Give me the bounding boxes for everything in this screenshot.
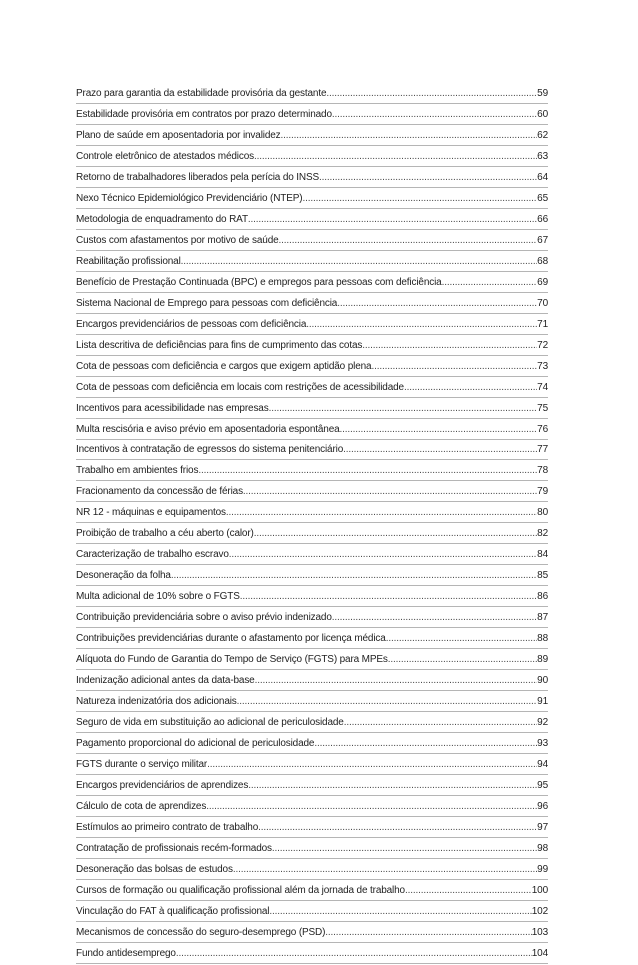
- dot-leader: [326, 84, 537, 103]
- toc-entry-title: Incentivos à contratação de egressos do sistema penitenciário: [76, 444, 344, 456]
- dot-leader: [343, 440, 537, 459]
- toc-entry[interactable]: [76, 440, 548, 460]
- toc-entry[interactable]: [76, 923, 548, 943]
- toc-entry-title: Caracterização de trabalho escravo: [76, 549, 229, 561]
- toc-entry[interactable]: [76, 189, 548, 209]
- toc-entry[interactable]: [76, 461, 548, 481]
- toc-entry[interactable]: [76, 147, 548, 167]
- toc-entry-title: Cursos de formação ou qualificação profissional além da jornada de trabalho: [76, 884, 405, 896]
- toc-entry-title: Desoneração da folha: [76, 570, 171, 582]
- toc-entry[interactable]: [76, 378, 548, 398]
- toc-entry[interactable]: [76, 692, 548, 712]
- dot-leader: [332, 608, 537, 627]
- toc-entry-title: Mecanismos de concessão do seguro-desemprego (PSD): [76, 926, 326, 938]
- toc-entry-page-number: 77: [537, 444, 548, 456]
- toc-entry-title: Retorno de trabalhadores liberados pela perícia do INSS: [76, 171, 320, 183]
- toc-entry-page-number: 60: [537, 108, 548, 120]
- dot-leader: [405, 881, 532, 900]
- toc-entry-page-number: 93: [537, 738, 548, 750]
- toc-entry[interactable]: [76, 566, 548, 586]
- dot-leader: [198, 461, 537, 480]
- toc-entry-page-number: 90: [537, 675, 548, 687]
- toc-entry[interactable]: [76, 860, 548, 880]
- toc-entry[interactable]: [76, 545, 548, 565]
- dot-leader: [337, 294, 537, 313]
- dot-leader: [319, 168, 537, 187]
- toc-entry-page-number: 88: [537, 633, 548, 645]
- toc-entry-title: Natureza indenizatória dos adicionais: [76, 696, 237, 708]
- toc-entry-page-number: 91: [537, 696, 548, 708]
- toc-entry[interactable]: [76, 818, 548, 838]
- toc-entry[interactable]: [76, 608, 548, 628]
- dot-leader: [386, 629, 537, 648]
- toc-entry-page-number: 66: [537, 213, 548, 225]
- toc-entry-page-number: 98: [537, 842, 548, 854]
- toc-entry[interactable]: [76, 273, 548, 293]
- dot-leader: [243, 482, 537, 501]
- table-of-contents: [76, 84, 548, 965]
- toc-entry-page-number: 62: [537, 129, 548, 141]
- dot-leader: [314, 734, 537, 753]
- dot-leader: [332, 105, 537, 124]
- dot-leader: [442, 273, 538, 292]
- toc-entry-title: Lista descritiva de deficiências para fins de cumprimento das cotas: [76, 339, 363, 351]
- toc-entry[interactable]: [76, 650, 548, 670]
- toc-entry[interactable]: [76, 587, 548, 607]
- toc-entry-page-number: 67: [537, 234, 548, 246]
- toc-entry[interactable]: [76, 671, 548, 691]
- toc-entry-page-number: 86: [537, 591, 548, 603]
- toc-entry-title: Nexo Técnico Epidemiológico Previdenciário (NTEP): [76, 192, 303, 204]
- toc-entry[interactable]: [76, 420, 548, 440]
- toc-entry-page-number: 102: [531, 905, 548, 917]
- toc-entry-page-number: 103: [531, 926, 548, 938]
- toc-entry-page-number: 68: [537, 255, 548, 267]
- dot-leader: [254, 147, 537, 166]
- toc-entry-title: FGTS durante o serviço militar: [76, 759, 208, 770]
- dot-leader: [171, 566, 537, 585]
- toc-entry-title: NR 12 - máquinas e equipamentos: [76, 507, 226, 519]
- toc-entry[interactable]: [76, 84, 548, 104]
- toc-entry-page-number: 99: [537, 863, 548, 875]
- toc-entry-title: Alíquota do Fundo de Garantia do Tempo de Serviço (FGTS) para MPEs: [76, 654, 388, 666]
- dot-leader: [269, 399, 538, 418]
- toc-entry-title: Pagamento proporcional do adicional de periculosidade: [76, 738, 315, 750]
- toc-entry-page-number: 76: [537, 423, 548, 435]
- dot-leader: [362, 336, 537, 355]
- toc-entry-title: Reabilitação profissional: [76, 255, 181, 267]
- toc-entry[interactable]: [76, 734, 548, 754]
- dot-leader: [272, 839, 537, 858]
- dot-leader: [181, 252, 538, 271]
- dot-leader: [371, 357, 537, 376]
- toc-entry-page-number: 100: [531, 884, 548, 896]
- toc-entry-title: Fundo antidesemprego: [76, 947, 176, 959]
- toc-entry-title: Incentivos para acessibilidade nas empresas: [76, 402, 269, 414]
- dot-leader: [279, 231, 538, 250]
- toc-entry[interactable]: [76, 294, 548, 314]
- toc-entry-title: Indenização adicional antes da data-base: [76, 675, 255, 687]
- dot-leader: [306, 315, 537, 334]
- dot-leader: [233, 860, 537, 879]
- toc-entry-title: Multa rescisória e aviso prévio em aposentadoria espontânea: [76, 423, 340, 435]
- toc-entry-page-number: 65: [537, 192, 548, 204]
- toc-entry[interactable]: [76, 252, 548, 272]
- dot-leader: [248, 776, 537, 795]
- dot-leader: [206, 797, 537, 816]
- toc-entry-page-number: 73: [537, 360, 548, 372]
- toc-entry-title: Cota de pessoas com deficiência e cargos que exigem aptidão plena: [76, 360, 372, 372]
- toc-entry-page-number: 95: [537, 779, 548, 791]
- dot-leader: [237, 692, 538, 711]
- toc-entry[interactable]: [76, 944, 548, 964]
- toc-entry-page-number: 87: [537, 612, 548, 624]
- toc-entry-page-number: 75: [537, 402, 548, 414]
- dot-leader: [240, 587, 537, 606]
- toc-entry-page-number: 70: [537, 297, 548, 309]
- toc-entry-page-number: 74: [537, 381, 548, 393]
- dot-leader: [258, 818, 537, 837]
- dot-leader: [226, 503, 537, 522]
- dot-leader: [269, 902, 531, 921]
- toc-entry-page-number: 79: [537, 486, 548, 498]
- dot-leader: [248, 210, 537, 229]
- toc-entry-page-number: 71: [537, 318, 548, 330]
- toc-entry[interactable]: [76, 126, 548, 146]
- toc-entry[interactable]: [76, 902, 548, 922]
- toc-entry[interactable]: [76, 797, 548, 817]
- toc-entry-title: Encargos previdenciários de pessoas com deficiência: [76, 318, 307, 330]
- toc-entry-title: Plano de saúde em aposentadoria por invalidez: [76, 129, 281, 141]
- toc-entry[interactable]: [76, 776, 548, 796]
- toc-entry[interactable]: [76, 881, 548, 901]
- toc-entry[interactable]: [76, 105, 548, 125]
- toc-entry-title: Vinculação do FAT à qualificação profissional: [76, 905, 270, 917]
- toc-entry[interactable]: [76, 503, 548, 523]
- toc-entry-page-number: 69: [537, 276, 548, 288]
- toc-entry[interactable]: [76, 482, 548, 502]
- toc-entry-page-number: 92: [537, 717, 548, 729]
- toc-entry[interactable]: [76, 839, 548, 859]
- toc-entry[interactable]: [76, 524, 548, 544]
- toc-entry-page-number: 85: [537, 570, 548, 582]
- toc-entry-page-number: 78: [537, 465, 548, 477]
- toc-entry[interactable]: [76, 399, 548, 419]
- toc-entry-page-number: 82: [537, 528, 548, 540]
- dot-leader: [255, 671, 538, 690]
- toc-entry-title: Contribuição previdenciária sobre o aviso prévio indenizado: [76, 612, 332, 624]
- toc-entry-title: Encargos previdenciários de aprendizes: [76, 779, 249, 791]
- toc-entry-title: Contratação de profissionais recém-formados: [76, 842, 272, 854]
- toc-entry[interactable]: [76, 315, 548, 335]
- dot-leader: [302, 189, 537, 208]
- toc-entry-title: Benefício de Prestação Continuada (BPC) e empregos para pessoas com deficiência: [76, 276, 442, 288]
- dot-leader: [229, 545, 537, 564]
- toc-entry-page-number: 97: [537, 821, 548, 833]
- toc-entry-page-number: 72: [537, 339, 548, 351]
- toc-entry-page-number: 64: [537, 171, 548, 183]
- toc-entry-title: Seguro de vida em substituição ao adicional de periculosidade: [76, 717, 344, 729]
- toc-entry-title: Proibição de trabalho a céu aberto (calor): [76, 528, 254, 540]
- toc-entry[interactable]: [76, 755, 548, 775]
- toc-entry-title: Cota de pessoas com deficiência em locais com restrições de acessibilidade: [76, 381, 404, 393]
- toc-entry-page-number: 89: [537, 654, 548, 666]
- toc-entry-title: Prazo para garantia da estabilidade provisória da gestante: [76, 88, 327, 99]
- dot-leader: [207, 755, 537, 774]
- toc-entry[interactable]: [76, 231, 548, 251]
- toc-entry-title: Estímulos ao primeiro contrato de trabalho: [76, 821, 259, 833]
- dot-leader: [281, 126, 538, 145]
- toc-entry-title: Controle eletrônico de atestados médicos: [76, 150, 254, 162]
- toc-entry-page-number: 104: [531, 947, 548, 959]
- toc-entry-title: Fracionamento da concessão de férias: [76, 486, 243, 498]
- toc-entry-page-number: 94: [537, 759, 548, 770]
- toc-entry-title: Custos com afastamentos por motivo de saúde: [76, 234, 279, 246]
- toc-entry-page-number: 80: [537, 507, 548, 519]
- toc-entry[interactable]: [76, 629, 548, 649]
- toc-entry[interactable]: [76, 357, 548, 377]
- toc-entry[interactable]: [76, 713, 548, 733]
- toc-entry-title: Metodologia de enquadramento do RAT: [76, 213, 248, 225]
- toc-entry-page-number: 84: [537, 549, 548, 561]
- dot-leader: [344, 713, 537, 732]
- toc-entry-title: Sistema Nacional de Emprego para pessoas com deficiência: [76, 297, 338, 309]
- toc-entry-title: Desoneração das bolsas de estudos: [76, 863, 233, 875]
- dot-leader: [388, 650, 537, 669]
- toc-entry-page-number: 59: [537, 88, 548, 99]
- dot-leader: [404, 378, 537, 397]
- toc-entry[interactable]: [76, 210, 548, 230]
- toc-entry-title: Multa adicional de 10% sobre o FGTS: [76, 591, 240, 603]
- toc-entry-title: Contribuições previdenciárias durante o afastamento por licença médica: [76, 633, 386, 645]
- toc-entry-title: Trabalho em ambientes frios: [76, 465, 199, 477]
- toc-entry[interactable]: [76, 336, 548, 356]
- dot-leader: [176, 944, 532, 963]
- toc-entry-title: Estabilidade provisória em contratos por prazo determinado: [76, 108, 332, 120]
- dot-leader: [325, 923, 531, 942]
- dot-leader: [340, 420, 538, 439]
- toc-entry-page-number: 63: [537, 150, 548, 162]
- toc-entry-page-number: 96: [537, 800, 548, 812]
- toc-entry[interactable]: [76, 168, 548, 188]
- toc-entry-title: Cálculo de cota de aprendizes: [76, 800, 207, 812]
- dot-leader: [254, 524, 537, 543]
